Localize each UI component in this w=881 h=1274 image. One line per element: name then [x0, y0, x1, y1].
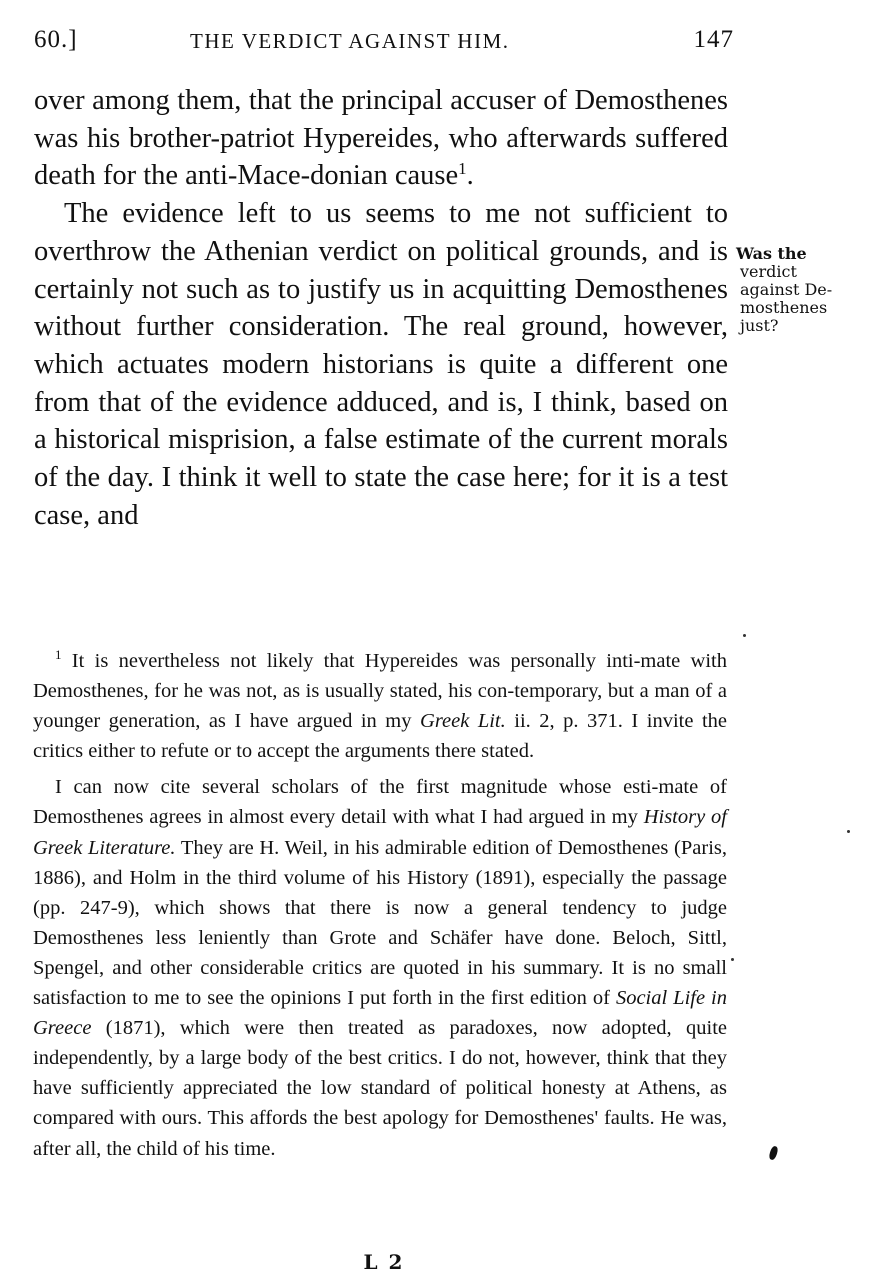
footnote-2-citation-1: History of Greek Literature. — [33, 806, 727, 859]
running-title: THE VERDICT AGAINST HIM. — [190, 29, 510, 53]
ink-speck — [731, 958, 734, 961]
footnote-2-text-b: They are H. Weil, in his admirable edition of Demosthenes (Paris, 1886), and Holm in the third volume of his History (1891), especially the passage (pp. 247-9), which shows that there is now a general tendency to judge Demosthenes less leniently than Grote and Schäfer have done. Beloch, Sittl, Spengel, and other considerable critics are quoted in his summary. It is no small satisfaction to me to see the opinions I put forth in the first edition of — [33, 836, 727, 1010]
footnote-2-text-c: (1871), which were then treated as paradoxes, now adopted, quite independently, by a large body of the best critics. I do not, however, think that they have sufficiently appreciated the low standard of political honesty at Athens, as compared with ours. This affords the best apology for Demosthenes' faults. He was, after all, the child of his time. — [33, 1017, 727, 1160]
footnote-1-text-b: ii. 2, p. 371. I invite the critics either to refute or to accept the arguments there stated. — [33, 710, 727, 763]
footnote-1-citation: Greek Lit. — [420, 710, 506, 733]
marginal-note-line: verdict — [740, 262, 797, 281]
section-number: 60.] — [34, 26, 78, 53]
marginal-note-line: Was the — [736, 244, 807, 263]
page-number: 147 — [693, 26, 734, 53]
marginal-note-line: mosthenes — [740, 298, 828, 317]
running-header — [30, 26, 734, 58]
paragraph-2: The evidence left to us seems to me not sufficient to overthrow the Athenian verdict on political grounds, and is certainly not such as to justify us in acquitting Demosthenes without further consideration. The real ground, however, which actuates modern historians is quite a different one from that of the evidence adduced, and is, I think, based on a historical misprision, a false estimate of the current morals of the day. I think it well to state the case here; for it is a test case, and — [34, 198, 728, 531]
marginal-note-line: against De- — [740, 280, 833, 299]
ink-blot — [768, 1145, 779, 1160]
footnote-1-text-a: It is nevertheless not likely that Hypereides was personally inti-mate with Demosthenes, for he was not, as is usually stated, his con-temporary, but a man of a younger generation, as I have argued in my — [33, 650, 727, 733]
ink-speck — [743, 634, 746, 637]
marginal-note — [736, 245, 856, 335]
footnote-marker: 1 — [55, 647, 62, 662]
signature-mark: L 2 — [363, 1250, 405, 1274]
marginal-note-line: just? — [740, 316, 779, 335]
footnote-2-text-a: I can now cite several scholars of the first magnitude whose esti-mate of Demosthenes agrees in almost every detail with what I had argued in my — [33, 776, 727, 829]
paragraph-1-text: over among them, that the principal accuser of Demosthenes was his brother-patriot Hypereides, who afterwards suffered death for the anti-Mace-donian cause — [34, 85, 728, 192]
main-text — [34, 82, 728, 534]
footnotes — [33, 646, 727, 1164]
footnote-ref: 1 — [458, 159, 467, 179]
footnote-1 — [33, 646, 727, 766]
footnote-2-citation-2: Social Life in Greece — [33, 987, 728, 1040]
paragraph-1-end: . — [466, 160, 474, 192]
ink-speck — [847, 830, 850, 833]
footnote-2 — [33, 772, 727, 1163]
paragraph-continued — [34, 82, 728, 195]
